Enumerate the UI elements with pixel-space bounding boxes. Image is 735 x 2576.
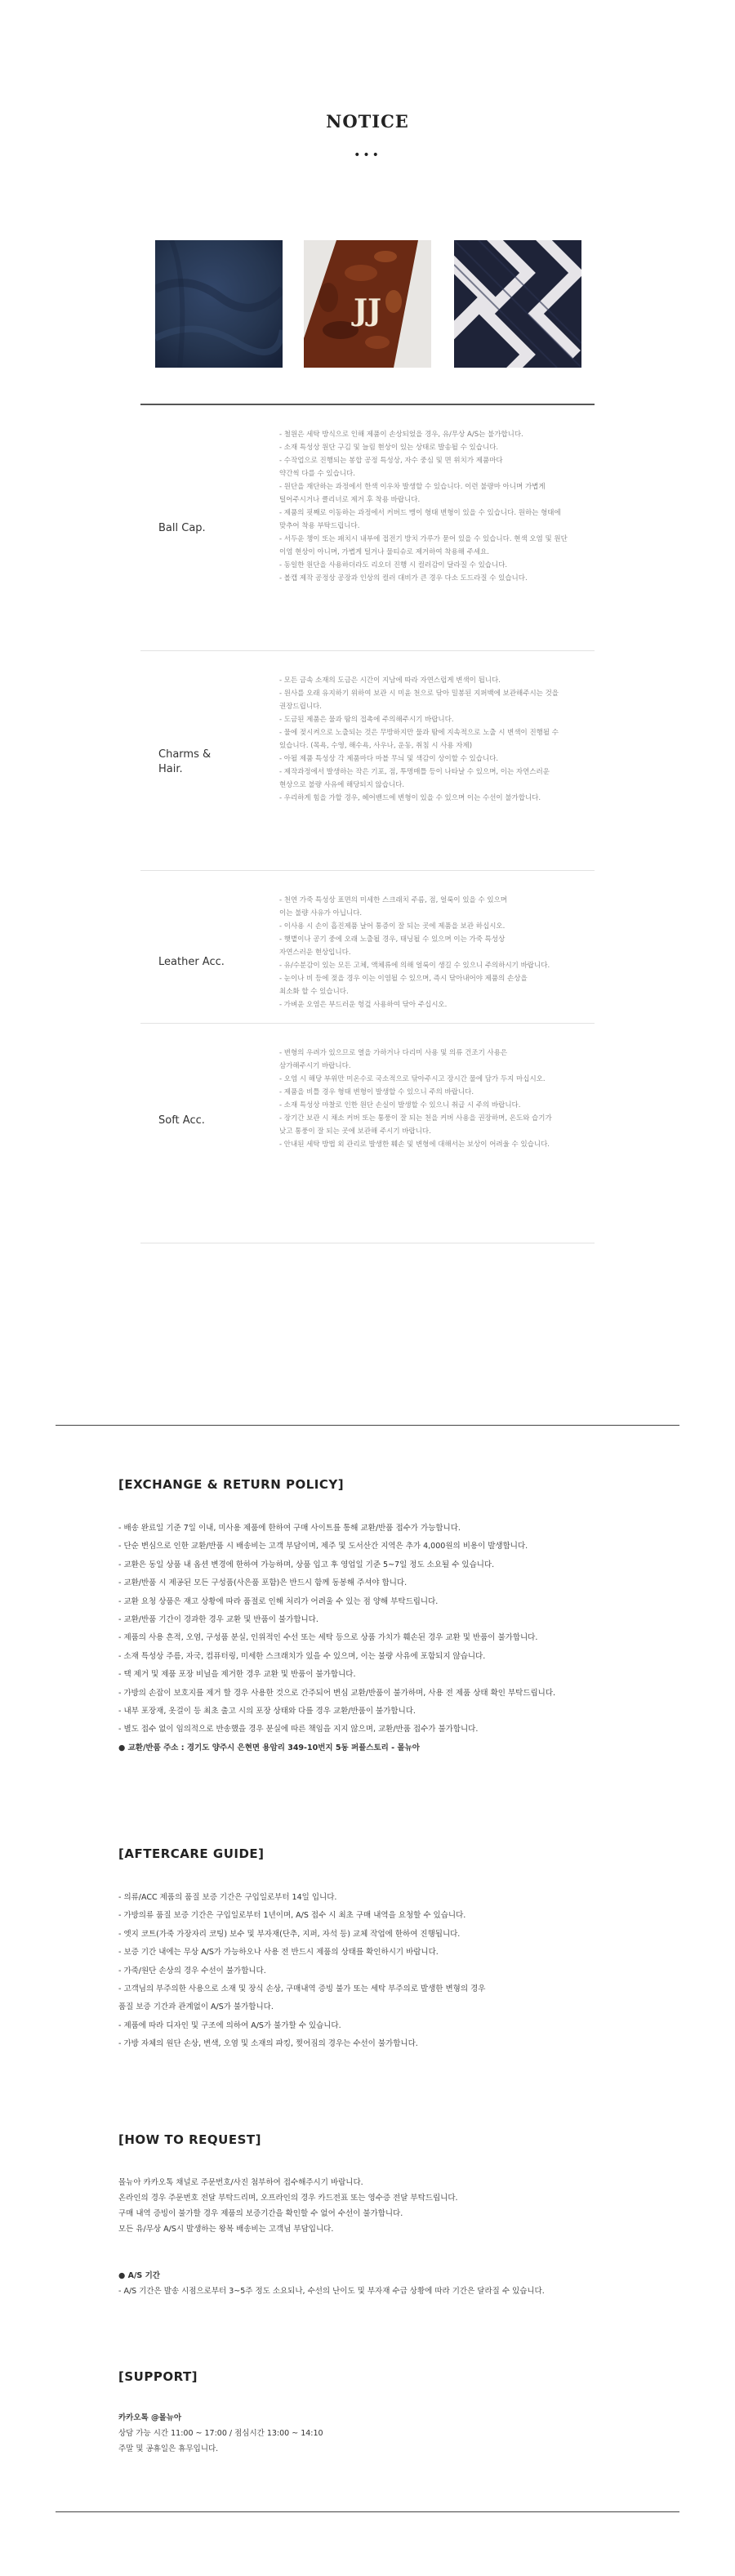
- policy-item: - 별도 접수 없이 임의적으로 반송했을 경우 분실에 따른 책임을 지지 않으며, 교환/반품 접수가 불가합니다.: [118, 1725, 479, 1734]
- care-item: - 원사를 오래 유지하기 위하여 보관 시 미윤 천으로 닦아 밀봉된 지퍼백에 보관해주시는 것을: [279, 690, 559, 698]
- care-item: - 철원은 세탁 방식으로 인해 제품이 손상되었을 경우, 유/무상 A/S는 불가합니다.: [279, 431, 523, 439]
- ball-cap-fabric-image: [155, 240, 283, 368]
- care-label: Leather Acc.: [158, 956, 225, 968]
- as-period-line: - A/S 기간은 발송 시점으로부터 3~5주 정도 소요되나, 수선의 난이도 및 부자재 수급 상황에 따라 기간은 달라질 수 있습니다.: [118, 2287, 545, 2296]
- support-kakao: 카카오톡 @몰뉴아: [118, 2413, 182, 2422]
- policy-item: - 가방의 손잡이 보호지를 제거 할 경우 사용한 것으로 간주되어 변심 교환/반품이 불가하며, 사용 전 제품 상태 확인 부탁드립니다.: [118, 1688, 556, 1698]
- care-row-ball-cap: [140, 405, 595, 651]
- care-item: - 제작과정에서 발생하는 작은 기포, 점, 투명매틀 등이 나타날 수 있으며, 이는 자연스러운: [279, 768, 550, 776]
- svg-text:JJ: JJ: [353, 293, 382, 328]
- policy-bottom-divider: [56, 2511, 679, 2512]
- care-list: [279, 428, 590, 585]
- care-item: - 서두운 챙이 또는 패치시 내부에 접전기 방치 가루가 묻어 있을 수 있습니다. 현색 오염 및 원단: [279, 535, 568, 543]
- care-item: 약간씩 다를 수 있습니다.: [279, 470, 355, 478]
- notice-title: NOTICE: [326, 111, 409, 132]
- policy-item: - 교환/반품 기간이 경과한 경우 교환 및 반품이 불가합니다.: [118, 1615, 318, 1625]
- policy-item: - 소재 특성상 주름, 자국, 컴퓨터링, 미세한 스크래치가 있을 수 있으며, 이는 불량 사유에 포함되지 않습니다.: [118, 1651, 486, 1661]
- aftercare-item: - 가죽/원단 손상의 경우 수선이 불가합니다.: [118, 1966, 266, 1976]
- support-text: [118, 2410, 641, 2457]
- care-item: 맞추어 착용 부탁드립니다.: [279, 522, 360, 530]
- how-to-line: 온라인의 경우 주문번호 전달 부탁드리며, 오프라인의 경우 카드전표 또는 영수증 전달 부탁드립니다.: [118, 2194, 458, 2203]
- care-item: 자연스러운 현상입니다.: [279, 949, 351, 957]
- care-item: 이는 불량 사유가 아닙니다.: [279, 909, 363, 917]
- care-item: - 안내된 세탁 방법 외 관리로 발생한 훼손 및 변형에 대해서는 보상이 어려울 수 있습니다.: [279, 1141, 550, 1149]
- care-item: 최소화 할 수 있습니다.: [279, 988, 349, 996]
- care-item: - 수작업으로 진행되는 봉합 공정 특성상, 자수 중심 및 면 위치가 제품마다: [279, 457, 503, 465]
- hair-accessory-tortoise-image: [304, 240, 431, 368]
- policy-item: - 교환은 동일 상품 내 옵션 변경에 한하여 가능하며, 상품 입고 후 영업일 기준 5~7일 정도 소요될 수 있습니다.: [118, 1560, 495, 1569]
- exchange-return-title: [EXCHANGE & RETURN POLICY]: [118, 1477, 345, 1492]
- aftercare-item: - 의류/ACC 제품의 품질 보증 기간은 구입일로부터 14일 입니다.: [118, 1893, 337, 1902]
- care-item: - 소재 특성상 마찰로 인한 원단 손실이 발생할 수 있으니 취급 시 주의 바랍니다.: [279, 1101, 521, 1109]
- return-address: ● 교환/반품 주소 : 경기도 양주시 은현면 용암리 349-10번지 5동 퍼플스토리 - 몰뉴아: [118, 1743, 420, 1752]
- care-list: [279, 894, 590, 1011]
- aftercare-item: - 제품에 따라 디자인 및 구조에 의하여 A/S가 불가할 수 있습니다.: [118, 2020, 341, 2030]
- care-item: - 오염 시 해당 부위만 미온수로 국소적으로 닦아주시고 장시간 물에 담가 두지 마십시오.: [279, 1075, 546, 1083]
- care-item: 털어주시거나 클리너로 제거 후 착용 바랍니다.: [279, 496, 421, 504]
- policy-item: - 배송 완료일 기준 7일 이내, 미사용 제품에 한하여 구매 사이트를 통해 교환/반품 접수가 가능합니다.: [118, 1524, 461, 1533]
- how-to-line: 구매 내역 증빙이 불가할 경우 제품의 보증기간을 확인할 수 없어 수선이 불가합니다.: [118, 2209, 403, 2218]
- care-item: - 볼캡 제작 공정상 공장과 인상의 컬러 대비가 큰 경우 다소 도드라질 수 있습니다.: [279, 574, 528, 583]
- care-label: Ball Cap.: [158, 522, 206, 534]
- how-to-request-text: [118, 2175, 641, 2299]
- care-item: - 모든 금속 소재의 도금은 시간이 지남에 따라 자연스럽게 변색이 됩니다.: [279, 676, 501, 685]
- care-label: Charms & Hair.: [158, 748, 212, 775]
- aftercare-item: - 보증 기간 내에는 무상 A/S가 가능하오나 사용 전 반드시 제품의 상태를 확인하시기 바랍니다.: [118, 1948, 439, 1958]
- aftercare-item: - 고객님의 부주의한 사용으로 소재 및 장식 손상, 구매내역 증빙 불가 또는 세탁 부주의로 발생한 변형의 경우: [118, 1984, 486, 1994]
- care-row-charms-hair: [140, 651, 595, 871]
- policy-item: - 내부 포장재, 옷걸이 등 최초 출고 시의 포장 상태와 다를 경우 교환/반품이 불가합니다.: [118, 1707, 416, 1717]
- care-item: - 소재 특성상 원단 구김 및 늘림 현상이 있는 상태로 발송될 수 있습니다.: [279, 444, 499, 452]
- exchange-return-list: [118, 1520, 641, 1757]
- care-item: 이염 현상이 아니며, 가볍게 털거나 물티슈로 제거하여 착용해 주세요.: [279, 548, 489, 556]
- policy-item: - 교환/반품 시 제공된 모든 구성품(사은품 포함)은 반드시 함께 동봉해 주셔야 합니다.: [118, 1578, 408, 1588]
- care-item: - 변형의 우려가 있으므로 열을 가하거나 다리미 사용 및 의류 건조기 사용은: [279, 1049, 508, 1057]
- care-item: 삼가해주시기 바랍니다.: [279, 1062, 351, 1070]
- aftercare-item: 품질 보증 기간과 관계없이 A/S가 불가합니다.: [118, 2002, 274, 2012]
- support-holiday: 주말 및 공휴일은 휴무입니다.: [118, 2444, 219, 2453]
- support-title: [SUPPORT]: [118, 2369, 198, 2384]
- care-list: [279, 1047, 590, 1151]
- care-item: - 천연 가죽 특성상 표면의 미세한 스크래치 주름, 점, 얼룩이 있을 수 있으며: [279, 896, 508, 904]
- care-item: - 이사용 시 손이 흡진제품 날어 통증이 잘 되는 곳에 제품을 보관 하십시오.: [279, 922, 506, 931]
- care-item: - 유/수분감이 있는 모든 고체, 액체류에 의해 얼룩이 생길 수 있으니 주의하시기 바랍니다.: [279, 962, 550, 970]
- aftercare-item: - 가방 자체의 원단 손상, 변색, 오염 및 소재의 파킹, 찢어짐의 경우는 수선이 불가합니다.: [118, 2039, 418, 2049]
- spacer: [118, 2252, 641, 2268]
- care-list: [279, 674, 590, 805]
- policy-item: - 제품의 사용 흔적, 오염, 구성품 분실, 인위적인 수선 또는 세탁 등으로 상품 가치가 훼손된 경우 교환 및 반품이 불가합니다.: [118, 1633, 538, 1643]
- care-item: 있습니다. (목욕, 수영, 해수욕, 사우나, 운동, 취침 시 사용 자제): [279, 742, 473, 750]
- care-item: - 원단을 재단하는 과정에서 한색 이우차 발생할 수 있습니다. 이런 불량마 아니며 가볍게: [279, 483, 546, 491]
- care-item: 낮고 통풍이 잘 되는 곳에 보관해 주시기 바랍니다.: [279, 1127, 431, 1136]
- care-item: - 제품의 핏째로 이동하는 과정에서 커버드 맹이 형태 변형이 있을 수 있습니다. 원하는 형태에: [279, 509, 561, 517]
- policy-item: - 택 제거 및 제품 포장 비닐을 제거한 경우 교환 및 반품이 불가합니다.: [118, 1670, 356, 1680]
- knit-fabric-image: [454, 240, 581, 368]
- how-to-line: 모든 유/무상 A/S시 발생하는 왕복 배송비는 고객님 부담입니다.: [118, 2225, 334, 2234]
- care-item: - 동일한 원단을 사용하더라도 리오더 진행 시 컬러감이 달라질 수 있습니다.: [279, 561, 508, 569]
- support-hours: 상담 가능 시간 11:00 ~ 17:00 / 점심시간 13:00 ~ 14:10: [118, 2429, 323, 2438]
- care-row-soft-acc: [140, 1024, 595, 1243]
- care-row-leather-acc: [140, 871, 595, 1024]
- as-period-title: ● A/S 기간: [118, 2271, 160, 2280]
- care-item: - 물에 젖시켜으로 노출되는 것은 무방하지만 물과 땀에 지속적으로 노출 시 변색이 진행될 수: [279, 729, 559, 737]
- care-item: - 제품을 비틀 경우 형태 변형이 발생할 수 있으니 주의 바랍니다.: [279, 1088, 474, 1096]
- how-to-line: 몰뉴아 카카오톡 채널로 주문번호/사진 첨부하여 접수해주시기 바랍니다.: [118, 2178, 363, 2187]
- policy-item: - 단순 변심으로 인한 교환/반품 시 배송비는 고객 부담이며, 제주 및 도서산간 지역은 추가 4,000원의 비용이 발생합니다.: [118, 1542, 528, 1551]
- policy-item: - 교환 요청 상품은 재고 상황에 따라 품절로 인해 처리가 어려울 수 있는 점 양해 부탁드립니다.: [118, 1596, 439, 1606]
- care-item: - 아될 제품 특성상 각 제품마다 마블 무늬 및 색감이 상이할 수 있습니다.: [279, 755, 499, 763]
- care-item: - 가벼운 오염은 부드러운 헝겊 사용하여 닦아 주십시오.: [279, 1001, 448, 1009]
- notice-dots: •••: [354, 149, 381, 162]
- care-label: Soft Acc.: [158, 1114, 205, 1127]
- policy-top-divider: [56, 1425, 679, 1426]
- aftercare-title: [AFTERCARE GUIDE]: [118, 1846, 265, 1861]
- care-item: - 눈이나 비 등에 젖을 경우 이는 이염될 수 있으며, 즉시 닦아내어야 제품의 손상을: [279, 975, 528, 983]
- how-to-request-title: [HOW TO REQUEST]: [118, 2132, 261, 2147]
- care-item: 권장드립니다.: [279, 703, 322, 711]
- care-item: - 햇볕이나 공기 중에 오래 노출될 경우, 태닝될 수 있으며 이는 가죽 특성상: [279, 935, 506, 944]
- care-item: 현상으로 불량 사유에 해당되지 않습니다.: [279, 781, 405, 789]
- aftercare-item: - 가방의류 품질 보증 기간은 구입일로부터 1년이며, A/S 접수 시 최초 구매 내역을 요청할 수 있습니다.: [118, 1911, 466, 1921]
- care-item: - 우리하게 힘을 가할 경우, 헤어밴드에 변형이 있을 수 있으며 이는 수선이 불가합니다.: [279, 794, 541, 802]
- care-item: - 도금된 제품은 물과 땀의 접촉에 주의해주시기 바랍니다.: [279, 716, 454, 724]
- spacer: [118, 2237, 641, 2252]
- aftercare-item: - 엣지 코트(가죽 가장자리 코팅) 보수 및 부자재(단추, 지퍼, 자석 등) 교체 작업에 한하여 진행됩니다.: [118, 1929, 461, 1939]
- care-item: - 장기간 보관 시 채소 커버 또는 통풍이 잘 되는 천을 커버 사용을 권장하며, 온도와 습기가: [279, 1114, 552, 1123]
- aftercare-list: [118, 1889, 641, 2054]
